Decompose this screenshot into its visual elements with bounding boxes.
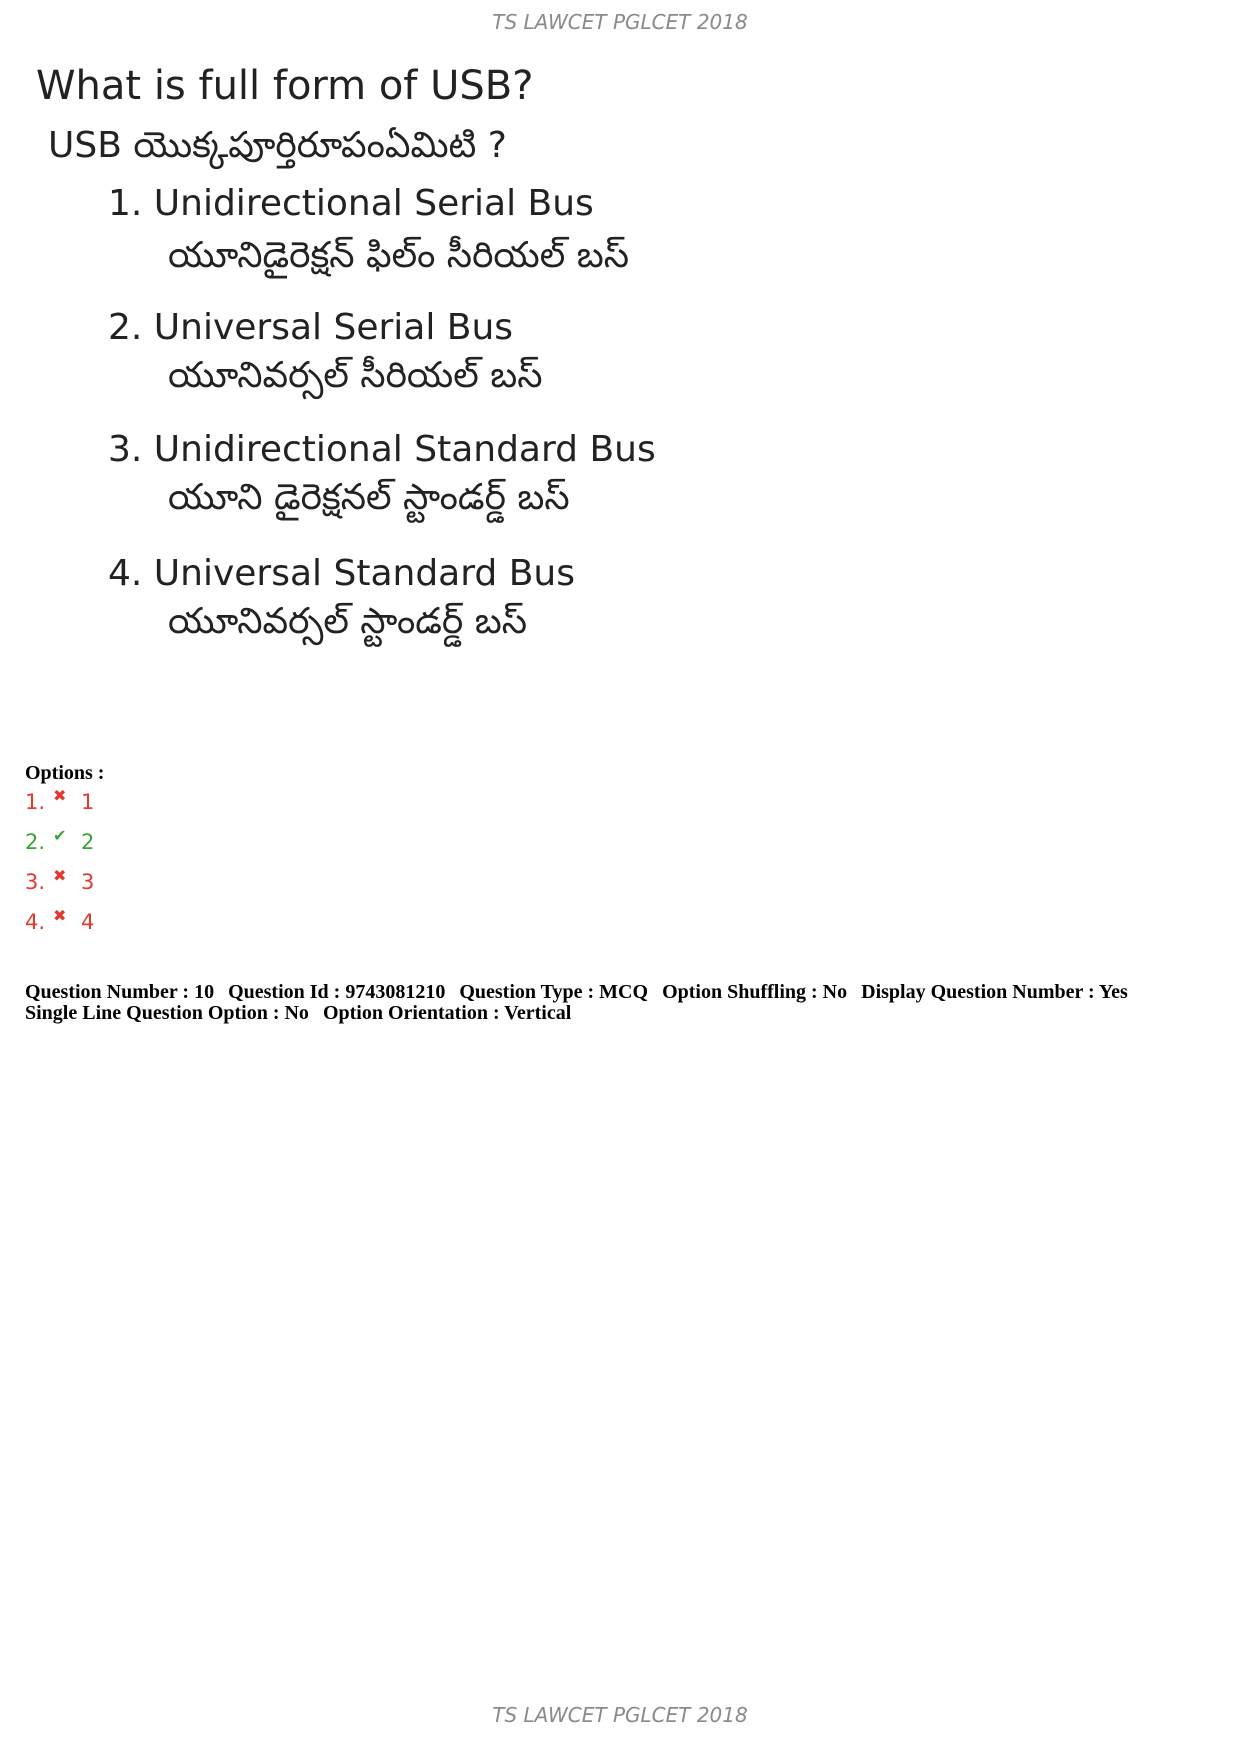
option-number: 2.: [25, 830, 46, 854]
page-header: TS LAWCET PGLCET 2018: [492, 10, 748, 34]
option-2: [25, 826, 95, 870]
option-shuffling: Option Shuffling : No: [662, 981, 848, 1003]
choice-4-telugu: యూనివర్సల్ స్టాండర్డ్ బస్: [168, 601, 527, 642]
choice-1-telugu: యూనిడైరెక్షన్ ఫిల్ం సీరియల్ బస్: [168, 235, 629, 276]
question-type: Question Type : MCQ: [459, 981, 649, 1003]
option-value: 1: [81, 790, 95, 814]
option-number: 3.: [25, 870, 46, 894]
option-value: 3: [81, 870, 95, 894]
question-title-telugu: USB యొక్కపూర్తిరూపంఏమిటి ?: [48, 125, 507, 166]
question-id: Question Id : 9743081210: [228, 981, 446, 1003]
option-number: 4.: [25, 910, 46, 934]
option-3: [25, 866, 95, 910]
option-4: [25, 906, 95, 950]
metadata-line-2: [25, 1003, 1225, 1024]
choice-2-telugu: యూనివర్సల్ సీరియల్ బస్: [168, 355, 543, 396]
cross-icon: ✖: [53, 786, 67, 805]
option-number: 1.: [25, 790, 46, 814]
question-title-english: What is full form of USB?: [36, 63, 534, 109]
question-number: Question Number : 10: [25, 981, 215, 1003]
checkmark-icon: ✔: [53, 826, 67, 845]
display-question-number: Display Question Number : Yes: [861, 981, 1128, 1003]
option-orientation: Option Orientation : Vertical: [322, 1002, 572, 1024]
options-list: [25, 786, 95, 950]
page-footer: TS LAWCET PGLCET 2018: [492, 1703, 748, 1727]
choice-3-english: 3. Unidirectional Standard Bus: [108, 429, 656, 470]
question-image: [22, 52, 802, 752]
single-line-question-option: Single Line Question Option : No: [25, 1002, 309, 1024]
option-value: 4: [81, 910, 95, 934]
option-value: 2: [81, 830, 95, 854]
metadata-line-1: [25, 982, 1225, 1003]
choice-4-english: 4. Universal Standard Bus: [108, 553, 575, 594]
question-metadata: [25, 982, 1225, 1024]
choice-3-telugu: యూని డైరెక్షనల్ స్టాండర్డ్ బస్: [168, 477, 570, 518]
choice-2-english: 2. Universal Serial Bus: [108, 307, 514, 348]
cross-icon: ✖: [53, 866, 67, 885]
options-label: Options :: [25, 762, 105, 784]
cross-icon: ✖: [53, 906, 67, 925]
choice-1-english: 1. Unidirectional Serial Bus: [108, 183, 594, 224]
option-1: [25, 786, 95, 830]
